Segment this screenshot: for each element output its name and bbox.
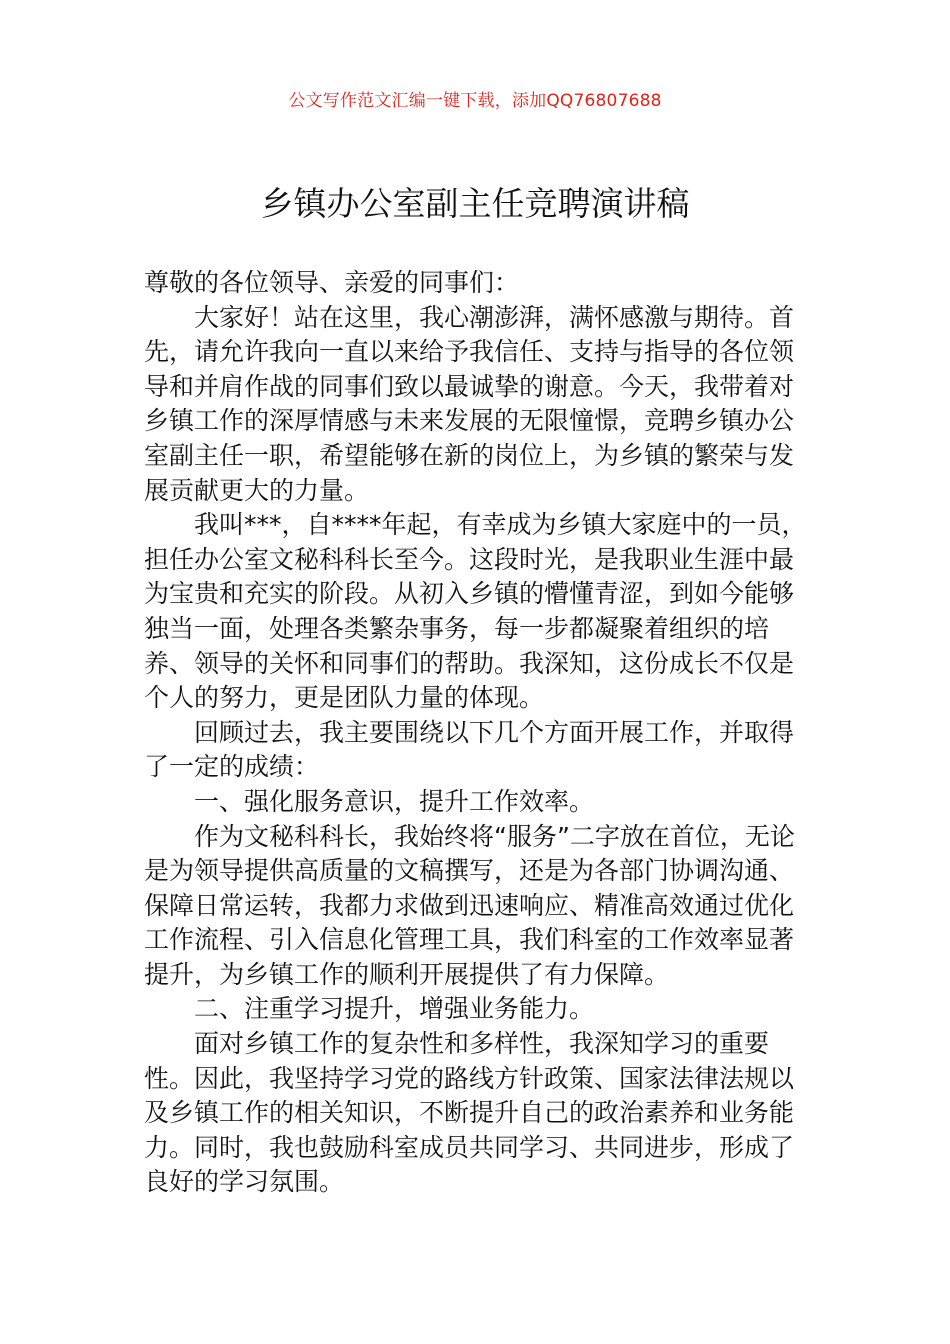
paragraph-review: 回顾过去，我主要围绕以下几个方面开展工作，并取得了一定的成绩： <box>144 717 795 782</box>
download-notice: 公文写作范文汇编一键下载，添加QQ76807688 <box>288 91 662 111</box>
document-title: 乡镇办公室副主任竞聘演讲稿 <box>260 184 690 223</box>
paragraph-greeting: 大家好！站在这里，我心潮澎湃，满怀感激与期待。首先，请允许我向一直以来给予我信任、支持与指导的各位领导和并肩作战的同事们致以最诚挚的谢意。今天，我带着对乡镇工作的深厚情感与未来发展的无限憧憬，竞聘乡镇办公室副主任一职，希望能够在新的岗位上，为乡镇的繁荣与发展贡献更大的力量。 <box>144 302 795 505</box>
paragraph-learning: 面对乡镇工作的复杂性和多样性，我深知学习的重要性。因此，我坚持学习党的路线方针政策、国家法律法规以及乡镇工作的相关知识，不断提升自己的政治素养和业务能力。同时，我也鼓励科室成员共同学习、共同进步，形成了良好的学习氛围。 <box>144 1029 795 1197</box>
section-heading-1: 一、强化服务意识，提升工作效率。 <box>194 786 595 816</box>
section-heading-2: 二、注重学习提升，增强业务能力。 <box>194 994 595 1024</box>
document-body <box>144 266 812 1200</box>
paragraph-introduction: 我叫***，自****年起，有幸成为乡镇大家庭中的一员，担任办公室文秘科科长至今。这段时光，是我职业生涯中最为宝贵和充实的阶段。从初入乡镇的懵懂青涩，到如今能够独当一面，处理各类繁杂事务，每一步都凝聚着组织的培养、领导的关怀和同事们的帮助。我深知，这份成长不仅是个人的努力，更是团队力量的体现。 <box>144 510 807 713</box>
salutation: 尊敬的各位领导、亲爱的同事们： <box>144 268 520 297</box>
paragraph-service: 作为文秘科科长，我始终将“服务”二字放在首位，无论是为领导提供高质量的文稿撰写，还是为各部门协调沟通、保障日常运转，我都力求做到迅速响应、精准高效通过优化工作流程、引入信息化管理工具，我们科室的工作效率显著提升，为乡镇工作的顺利开展提供了有力保障。 <box>144 821 795 989</box>
